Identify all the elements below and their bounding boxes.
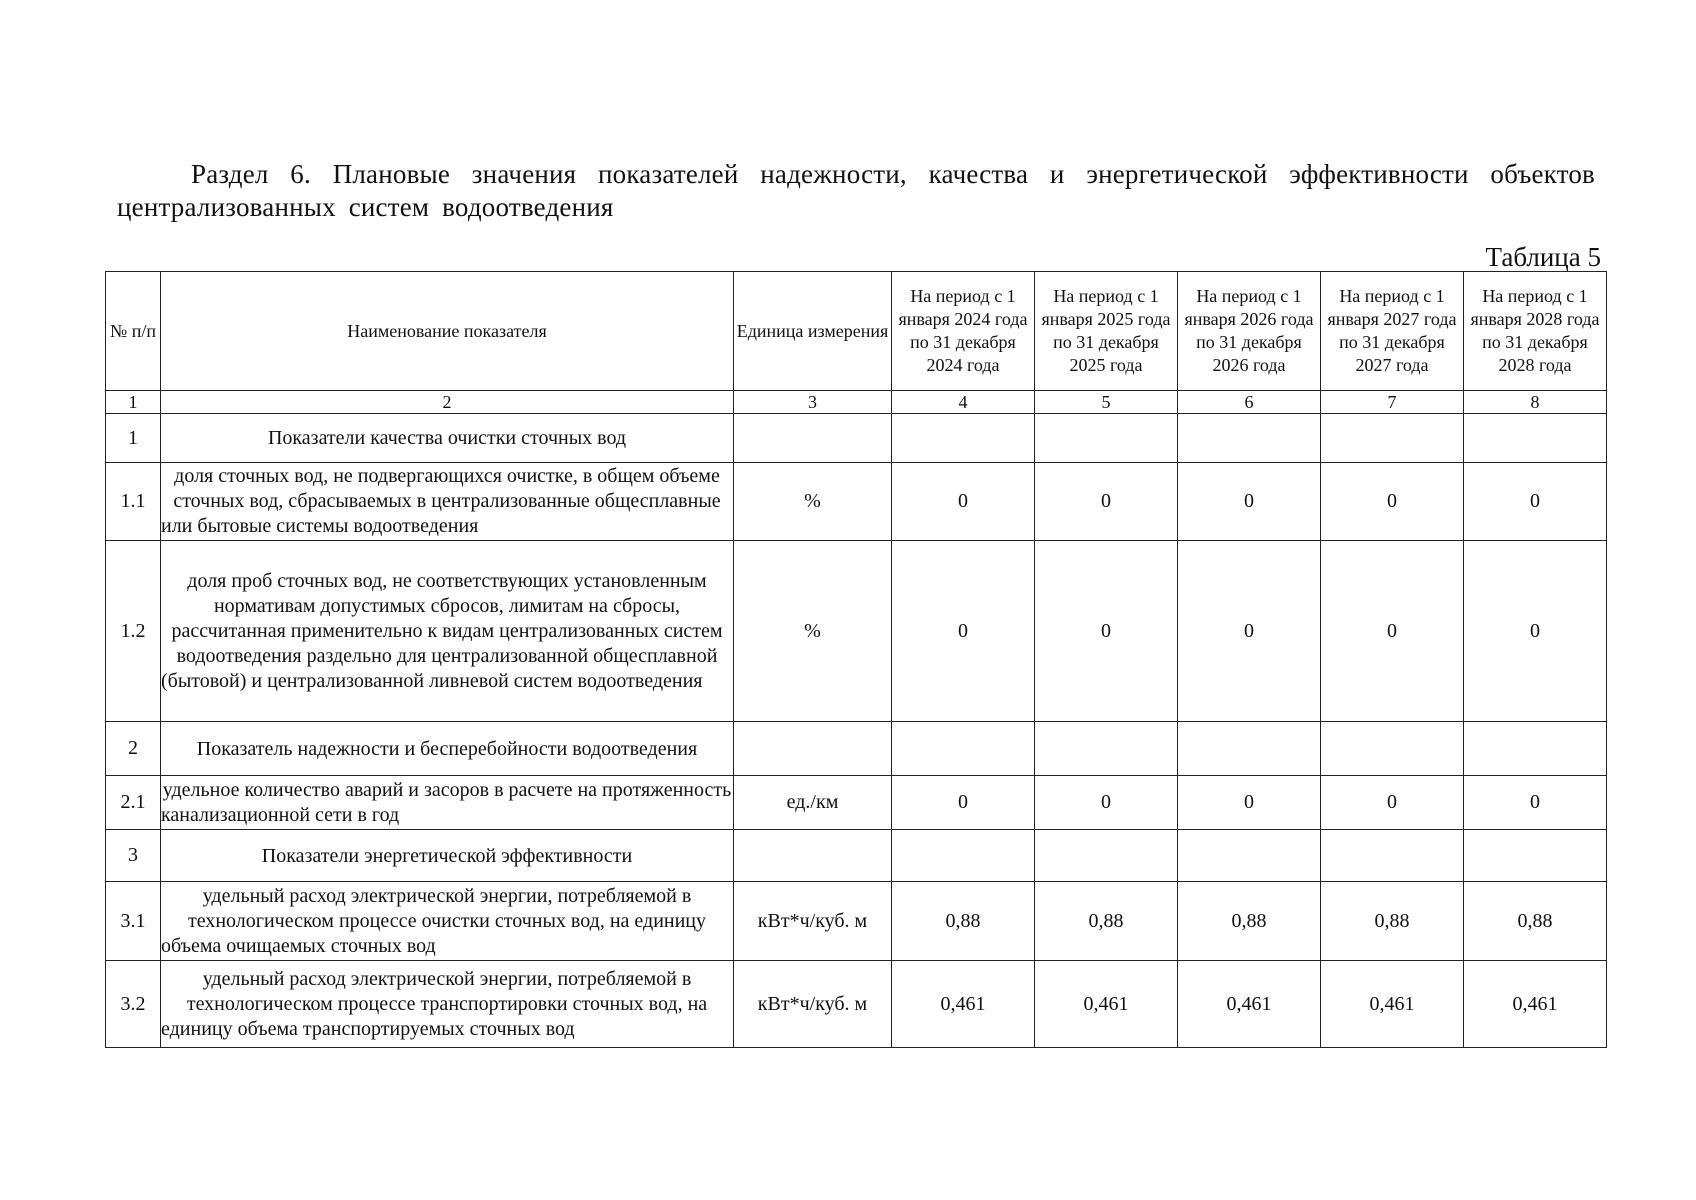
table-label: Таблица 5: [1485, 242, 1601, 272]
value-cell: 0: [892, 463, 1035, 541]
header-num: № п/п: [106, 272, 161, 391]
value-cell: 0: [1321, 776, 1464, 830]
indicator-name: удельное количество аварий и засоров в расчете на протяженность канализационной сети в год: [161, 776, 734, 830]
column-number: 2: [161, 391, 734, 414]
unit-cell: %: [734, 541, 892, 722]
row-number: 3: [106, 830, 161, 882]
value-cell: 0: [892, 541, 1035, 722]
indicator-name: доля проб сточных вод, не соответствующих установленным нормативам допустимых сбросов, лимитам на сбросы, рассчитанная применительно к видам централизованных систем водоотведения раздельно для централизованной общесплавной (бытовой) и централизованной ливневой систем водоотведения: [161, 541, 734, 722]
unit-cell: %: [734, 463, 892, 541]
column-number: 4: [892, 391, 1035, 414]
value-cell: 0,88: [1321, 882, 1464, 961]
header-unit: Единица измерения: [734, 272, 892, 391]
value-cell: 0: [892, 776, 1035, 830]
value-cell: 0: [1178, 463, 1321, 541]
row-number: 1.2: [106, 541, 161, 722]
row-number: 1: [106, 414, 161, 463]
value-cell: 0: [1464, 776, 1607, 830]
value-cell: 0: [1035, 463, 1178, 541]
value-cell: 0,88: [1035, 882, 1178, 961]
section-title: Показатели качества очистки сточных вод: [161, 414, 734, 463]
row-number: 3.1: [106, 882, 161, 961]
column-number: 1: [106, 391, 161, 414]
value-cell: 0: [1464, 463, 1607, 541]
section-title: Показатели энергетической эффективности: [161, 830, 734, 882]
row-number: 2: [106, 722, 161, 776]
header-period-2027: На период с 1 января 2027 года по 31 декабря 2027 года: [1321, 272, 1464, 391]
value-cell: 0,461: [892, 961, 1035, 1048]
value-cell: 0,88: [1464, 882, 1607, 961]
column-number: 5: [1035, 391, 1178, 414]
table-row: [106, 463, 1607, 541]
value-cell: 0: [1035, 541, 1178, 722]
section-row: [106, 830, 1607, 882]
indicator-name: доля сточных вод, не подвергающихся очистке, в общем объеме сточных вод, сбрасываемых в централизованные общесплавные или бытовые системы водоотведения: [161, 463, 734, 541]
value-cell: 0: [1178, 541, 1321, 722]
column-number: 8: [1464, 391, 1607, 414]
header-period-2026: На период с 1 января 2026 года по 31 декабря 2026 года: [1178, 272, 1321, 391]
value-cell: 0,88: [892, 882, 1035, 961]
value-cell: 0: [1321, 541, 1464, 722]
column-number: 3: [734, 391, 892, 414]
value-cell: 0: [1035, 776, 1178, 830]
table-row: [106, 776, 1607, 830]
section-title: Показатель надежности и бесперебойности водоотведения: [161, 722, 734, 776]
header-period-2025: На период с 1 января 2025 года по 31 декабря 2025 года: [1035, 272, 1178, 391]
row-number: 2.1: [106, 776, 161, 830]
value-cell: 0: [1464, 541, 1607, 722]
row-number: 1.1: [106, 463, 161, 541]
section-heading: Раздел 6. Плановые значения показателей надежности, качества и энергетической эффективности объектов централизованных систем водоотведения: [117, 159, 1595, 222]
column-numbers-row: [106, 391, 1607, 414]
value-cell: 0,461: [1464, 961, 1607, 1048]
value-cell: 0,461: [1035, 961, 1178, 1048]
header-period-2024: На период с 1 января 2024 года по 31 декабря 2024 года: [892, 272, 1035, 391]
table-row: [106, 961, 1607, 1048]
indicator-name: удельный расход электрической энергии, потребляемой в технологическом процессе транспортировки сточных вод, на единицу объема транспортируемых сточных вод: [161, 961, 734, 1048]
header-period-2028: На период с 1 января 2028 года по 31 декабря 2028 года: [1464, 272, 1607, 391]
section-row: [106, 414, 1607, 463]
section-row: [106, 722, 1607, 776]
header-row: [106, 272, 1607, 391]
indicator-name: удельный расход электрической энергии, потребляемой в технологическом процессе очистки сточных вод, на единицу объема очищаемых сточных вод: [161, 882, 734, 961]
row-number: 3.2: [106, 961, 161, 1048]
value-cell: 0: [1321, 463, 1464, 541]
unit-cell: ед./км: [734, 776, 892, 830]
value-cell: 0,88: [1178, 882, 1321, 961]
column-number: 6: [1178, 391, 1321, 414]
value-cell: 0,461: [1178, 961, 1321, 1048]
indicators-table: [105, 271, 1607, 1048]
unit-cell: кВт*ч/куб. м: [734, 882, 892, 961]
unit-cell: кВт*ч/куб. м: [734, 961, 892, 1048]
header-name: Наименование показателя: [161, 272, 734, 391]
table-row: [106, 541, 1607, 722]
column-number: 7: [1321, 391, 1464, 414]
value-cell: 0,461: [1321, 961, 1464, 1048]
value-cell: 0: [1178, 776, 1321, 830]
table-row: [106, 882, 1607, 961]
